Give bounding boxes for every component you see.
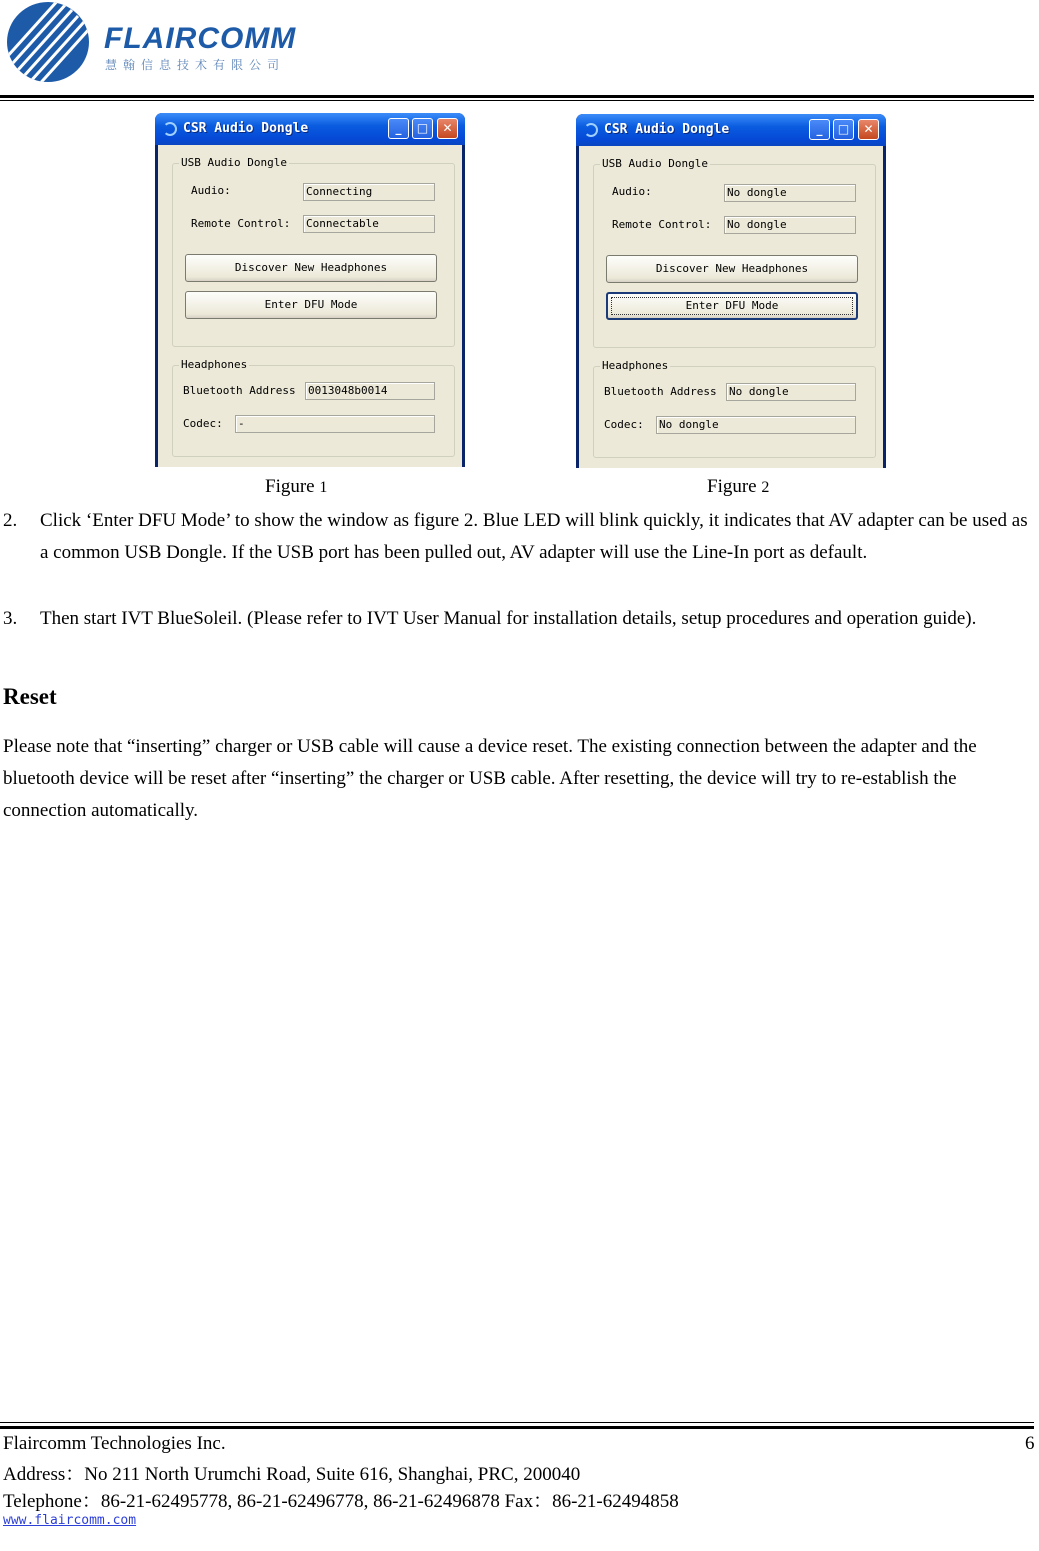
footer-address: Address：No 211 North Urumchi Road, Suite 616, Shanghai, PRC, 200040 <box>3 1464 581 1485</box>
remote-control-label: Remote Control: <box>612 218 712 231</box>
group-label: USB Audio Dongle <box>181 156 287 169</box>
reset-heading: Reset <box>3 684 57 709</box>
figure-1-caption <box>265 476 327 498</box>
discover-new-headphones-button[interactable]: Discover New Headphones <box>185 254 437 282</box>
minimize-icon[interactable]: _ <box>388 118 409 139</box>
codec-field: No dongle <box>656 416 856 434</box>
caption-word: Figure <box>265 476 315 497</box>
focus-ring <box>611 297 853 315</box>
discover-new-headphones-button[interactable]: Discover New Headphones <box>606 255 858 283</box>
bluetooth-app-icon <box>584 123 598 137</box>
bluetooth-address-label: Bluetooth Address <box>604 385 717 398</box>
logo-subtitle: 慧翰信息技术有限公司 <box>105 58 286 72</box>
header-rule-thin <box>0 100 1034 101</box>
flaircomm-logo <box>4 0 314 86</box>
step-3 <box>3 603 1033 667</box>
footer-telephone: Telephone：86-21-62495778, 86-21-62496778, 86-21-62496878 Fax：86-21-62494858 <box>3 1491 679 1512</box>
bluetooth-app-icon <box>163 122 177 136</box>
window-client-area <box>158 145 462 467</box>
remote-control-status-field: Connectable <box>303 215 435 233</box>
bluetooth-address-label: Bluetooth Address <box>183 384 296 397</box>
codec-label: Codec: <box>604 418 644 431</box>
usb-audio-dongle-group <box>593 157 876 348</box>
header-rule-thick <box>0 95 1034 98</box>
window-titlebar <box>155 113 465 145</box>
step-text: Then start IVT BlueSoleil. (Please refer to IVT User Manual for installation details, setup procedures and operation guide). <box>40 608 977 629</box>
figure-2-caption <box>707 476 769 498</box>
caption-number: 1 <box>319 479 328 496</box>
caption-number: 2 <box>761 479 770 496</box>
page-number: 6 <box>1025 1433 1035 1454</box>
step-number: 2. <box>3 510 18 531</box>
audio-label: Audio: <box>612 185 652 198</box>
group-label: Headphones <box>602 359 669 372</box>
csr-dongle-window-figure-1 <box>155 113 465 467</box>
audio-status-field: Connecting <box>303 183 435 201</box>
bluetooth-address-field: No dongle <box>726 383 856 401</box>
minimize-icon[interactable]: _ <box>809 119 830 140</box>
window-title: CSR Audio Dongle <box>183 121 309 136</box>
step-text: Click ‘Enter DFU Mode’ to show the window as figure 2. Blue LED will blink quickly, it indicates that AV adapter can be used as a common USB Dongle. If the USB port has been pulled out, AV adapter will use the Line-In port as default. <box>40 510 1028 563</box>
website-link[interactable]: www.flaircomm.com <box>3 1513 137 1528</box>
enter-dfu-mode-button[interactable] <box>606 292 858 320</box>
usb-audio-dongle-group <box>172 156 455 347</box>
group-label: Headphones <box>181 358 248 371</box>
flaircomm-globe-icon <box>4 0 96 86</box>
close-icon[interactable]: ✕ <box>858 119 879 140</box>
audio-status-field: No dongle <box>724 184 856 202</box>
reset-paragraph: Please note that “inserting” charger or USB cable will cause a device reset. The existing connection between the adapter and the bluetooth device will be reset after “inserting” the charger or USB cable. After resetting, the device will try to re-establish the connection automatically. <box>3 736 977 821</box>
step-2 <box>3 505 1033 601</box>
step-number: 3. <box>3 608 18 629</box>
enter-dfu-mode-label: Enter DFU Mode <box>685 299 779 312</box>
window-client-area <box>579 146 883 468</box>
window-titlebar <box>576 114 886 146</box>
footer-rule-thick <box>0 1426 1034 1429</box>
window-title: CSR Audio Dongle <box>604 122 730 137</box>
remote-control-label: Remote Control: <box>191 217 291 230</box>
headphones-group <box>172 358 455 457</box>
footer-rule-thin <box>0 1422 1034 1423</box>
csr-dongle-window-figure-2 <box>576 114 886 468</box>
group-label: USB Audio Dongle <box>602 157 708 170</box>
footer-company: Flaircomm Technologies Inc. <box>3 1433 226 1454</box>
audio-label: Audio: <box>191 184 231 197</box>
codec-field: - <box>235 415 435 433</box>
bluetooth-address-field: 0013048b0014 <box>305 382 435 400</box>
logo-wordmark: FLAIRCOMM <box>104 22 297 55</box>
codec-label: Codec: <box>183 417 223 430</box>
maximize-icon[interactable]: □ <box>833 119 854 140</box>
close-icon[interactable]: ✕ <box>437 118 458 139</box>
enter-dfu-mode-button[interactable]: Enter DFU Mode <box>185 291 437 319</box>
remote-control-status-field: No dongle <box>724 216 856 234</box>
headphones-group <box>593 359 876 458</box>
maximize-icon[interactable]: □ <box>412 118 433 139</box>
caption-word: Figure <box>707 476 757 497</box>
